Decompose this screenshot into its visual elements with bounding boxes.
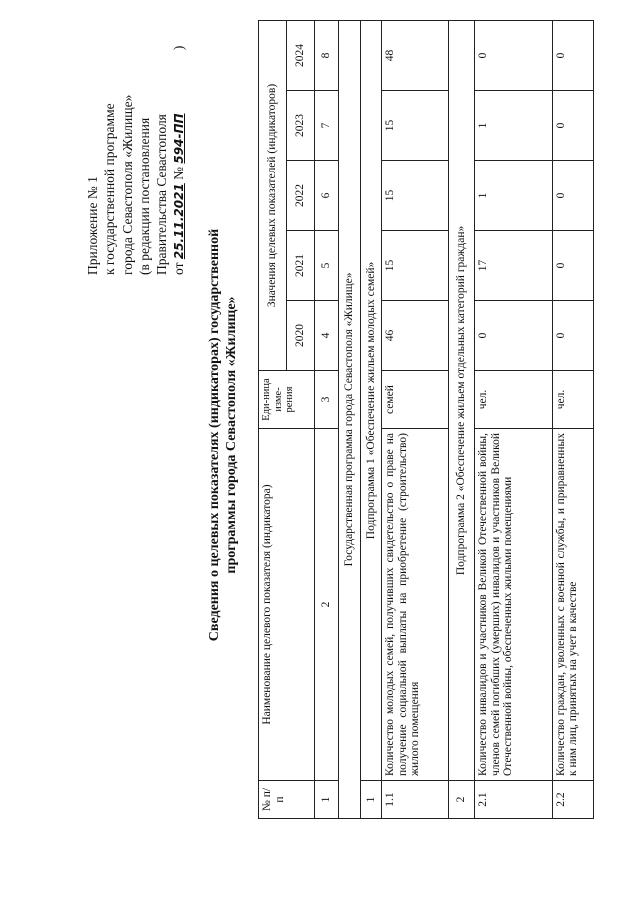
row-unit: семей xyxy=(382,371,449,429)
header-year: 2022 xyxy=(287,161,315,231)
appendix-line: Приложение № 1 xyxy=(85,176,100,275)
table-row xyxy=(382,20,449,818)
row-value: 0 xyxy=(552,231,593,301)
resolution-date: 25.11.2021 xyxy=(172,183,187,260)
index-cell: 7 xyxy=(315,91,339,161)
indicators-table xyxy=(258,20,594,819)
subprogram-row xyxy=(449,20,475,818)
row-indicator-name: Количество молодых семей, получивших свидетельство о праве на получение социальной выплаты на приобретение (строительство) жилого помещения xyxy=(382,429,449,781)
index-cell: 6 xyxy=(315,161,339,231)
program-title: Государственная программа города Севастополя «Жилище» xyxy=(338,20,360,818)
subprogram-num: 1 xyxy=(360,781,382,819)
index-cell: 8 xyxy=(315,20,339,90)
row-indicator-name: Количество инвалидов и участников Великой Отечественной войны, членов семей погибших (умерших) инвалидов и участников Великой Отечественной войны, обеспеченных жилыми помещениями xyxy=(475,429,553,781)
resolution-number: 594-ПП xyxy=(172,113,187,164)
document-title xyxy=(206,175,240,695)
title-line-2: программы города Севастополя «Жилище» xyxy=(224,296,239,574)
row-value: 1 xyxy=(475,161,553,231)
row-value: 0 xyxy=(475,20,553,90)
indicators-table-wrap xyxy=(258,21,594,819)
appendix-line: города Севастополя «Жилище» xyxy=(119,94,135,275)
subprogram-num: 2 xyxy=(449,781,475,819)
header-unit: Еди-ница изме-рения xyxy=(259,371,315,429)
row-value: 15 xyxy=(382,91,449,161)
header-year: 2023 xyxy=(287,91,315,161)
index-row xyxy=(315,20,339,818)
row-num: 1.1 xyxy=(382,781,449,819)
appendix-line: Правительства Севастополя xyxy=(154,114,170,275)
table-row xyxy=(552,20,593,818)
header-name: Наименование целевого показателя (индикатора) xyxy=(259,429,315,781)
row-value: 17 xyxy=(475,231,553,301)
number-prefix: № xyxy=(171,166,187,180)
index-cell: 3 xyxy=(315,371,339,429)
row-unit: чел. xyxy=(475,371,553,429)
subprogram-title: Подпрограмма 2 «Обеспечение жильем отдельных категорий граждан» xyxy=(449,20,475,780)
header-num: № п/п xyxy=(259,781,315,819)
table-row xyxy=(475,20,553,818)
row-value: 0 xyxy=(552,301,593,371)
appendix-block xyxy=(84,25,189,275)
row-value: 0 xyxy=(552,91,593,161)
index-cell: 4 xyxy=(315,301,339,371)
header-year: 2020 xyxy=(287,301,315,371)
row-value: 15 xyxy=(382,231,449,301)
row-value: 46 xyxy=(382,301,449,371)
row-value: 0 xyxy=(475,301,553,371)
row-value: 48 xyxy=(382,20,449,90)
index-cell: 2 xyxy=(315,429,339,781)
closing-paren: ) xyxy=(171,45,187,51)
subprogram-title: Подпрограмма 1 «Обеспечение жильем молодых семей» xyxy=(360,20,382,780)
appendix-line: (в редакции постановления xyxy=(136,117,152,275)
row-unit: чел. xyxy=(552,371,593,429)
row-num: 2.1 xyxy=(475,781,553,819)
index-cell: 1 xyxy=(315,781,339,819)
row-value: 0 xyxy=(552,161,593,231)
row-value: 0 xyxy=(552,20,593,90)
row-value: 15 xyxy=(382,161,449,231)
subprogram-row xyxy=(360,20,382,818)
row-indicator-name: Количество граждан, уволенных с военной службы, и приравненных к ним лиц, принятых на учет в качестве xyxy=(552,429,593,781)
resolution-date-line xyxy=(170,25,188,275)
header-values-group: Значения целевых показателей (индикаторов) xyxy=(259,20,287,370)
header-year: 2021 xyxy=(287,231,315,301)
index-cell: 5 xyxy=(315,231,339,301)
row-value: 1 xyxy=(475,91,553,161)
title-line-1: Сведения о целевых показателях (индикаторах) государственной xyxy=(207,228,222,642)
date-prefix: от xyxy=(171,262,187,275)
appendix-line: к государственной программе xyxy=(102,103,118,275)
header-year: 2024 xyxy=(287,20,315,90)
program-row xyxy=(338,20,360,818)
row-num: 2.2 xyxy=(552,781,593,819)
